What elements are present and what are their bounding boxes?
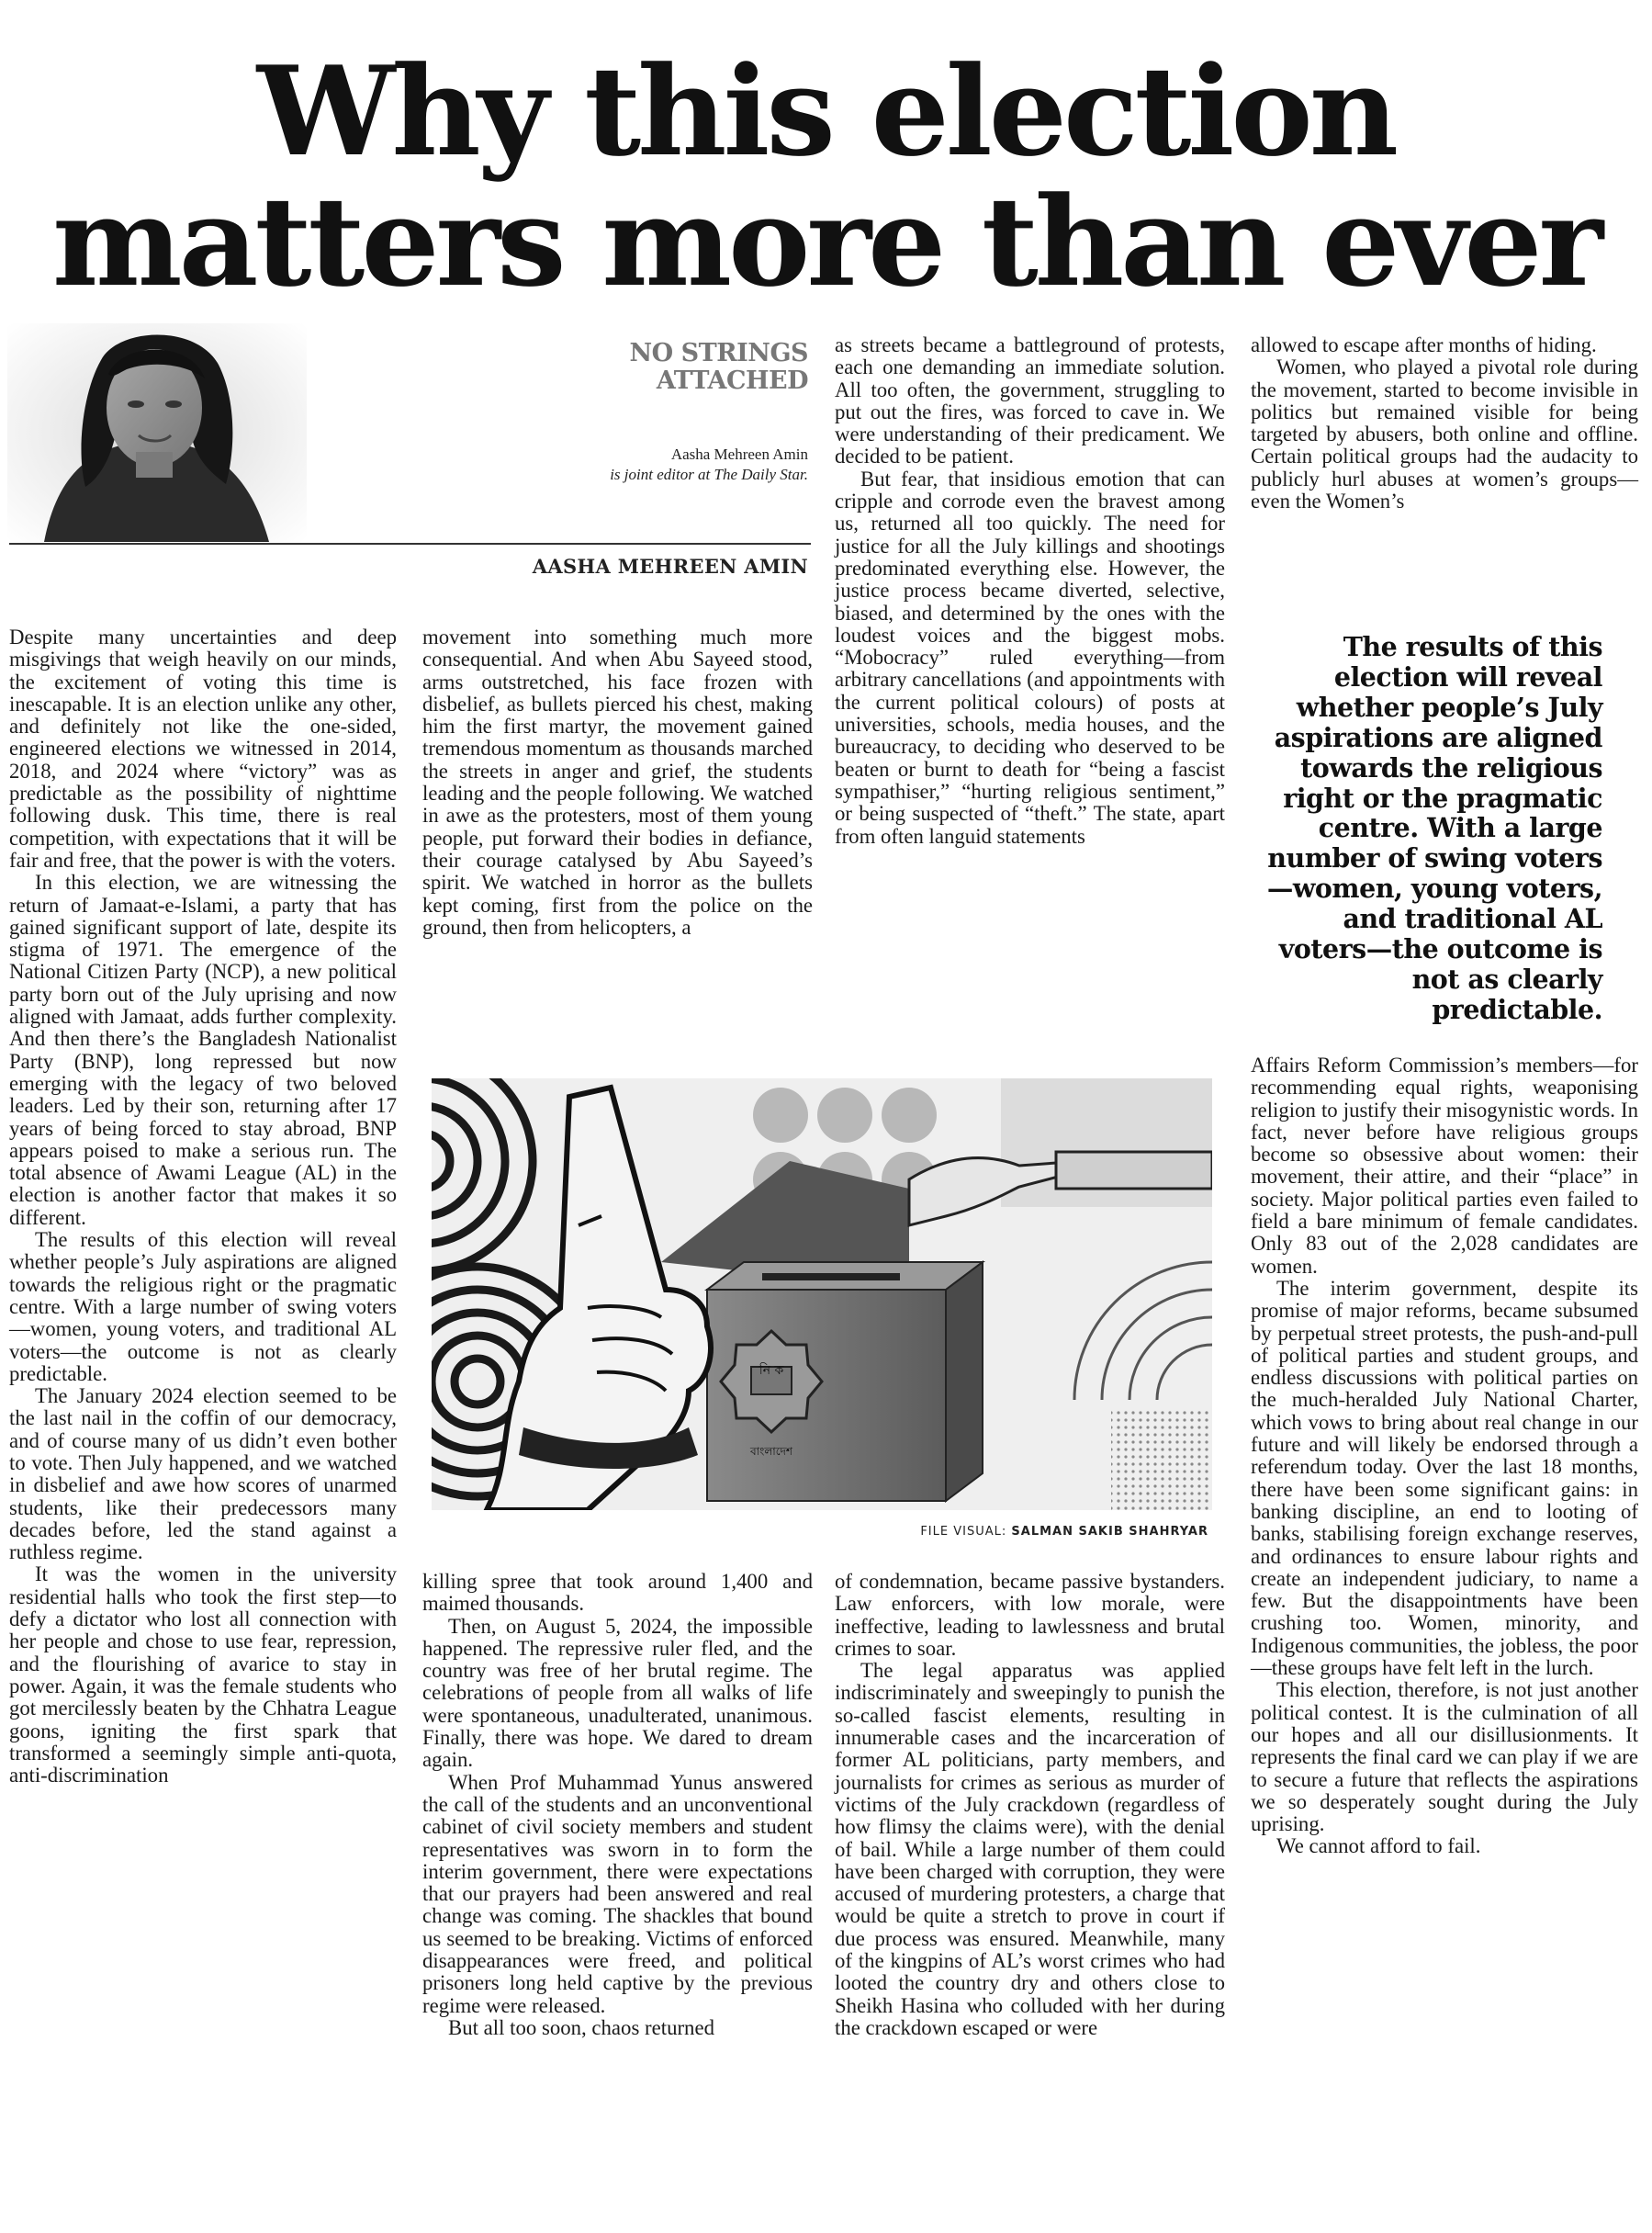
author-bio-role: is joint editor at The Daily Star. [610, 466, 808, 483]
byline: AASHA MEHREEN AMIN [532, 555, 808, 578]
paragraph: as streets became a battleground of protests, each one demanding an immediate solution. All too often, the government, struggling to put out the fires, was forced to cave in. We were understanding of their predicament. We decided to be patient. [835, 333, 1225, 468]
column-4-bottom [1251, 1054, 1638, 1858]
headline [0, 39, 1652, 314]
paragraph: The January 2024 election seemed to be the last nail in the coffin of our democracy, and of course many of us didn’t even bother to vote. Then July happened, and we watched in disbelief and awe how scores of unarmed students, like their predecessors many decades before, led the stand against a ruthless regime. [9, 1384, 397, 1564]
headline-line-2: matters more than ever [51, 169, 1601, 314]
column-label-line-1: NO STRINGS [629, 339, 808, 367]
paragraph: The legal apparatus was applied indiscriminately and sweepingly to punish the so-called fascist elements, resulting in innumerable cases and the incarceration of former AL politicians, party members, and journalists for crimes as serious as murder of victims of the July crackdown (regardless of how flimsy the claims were), with the denial of bail. While a large number of them could have been charged with corruption, they were accused of murdering protesters, a charge that would be quite a stretch to prove in court if due process was ensured. Meanwhile, many of the kingpins of AL’s worst crimes who had looted the country dry and others close to Sheikh Hasina who colluded with her during the crackdown escaped or were [835, 1659, 1225, 2039]
paragraph: The results of this election will reveal whether people’s July aspirations are aligned towards the religious right or the pragmatic centre. With a large number of swing voters—women, young voters, and traditional AL voters—the outcome is not as clearly predictable. [9, 1228, 397, 1385]
paragraph: of condemnation, became passive bystanders. Law enforcers, with low morale, were ineffective, leading to lawlessness and brutal crimes to soar. [835, 1570, 1225, 1660]
paragraph: But all too soon, chaos returned [448, 2015, 714, 2039]
image-credit-label: FILE VISUAL: [920, 1525, 1007, 1539]
paragraph: It was the women in the university residential halls who took the first step—to defy a dictator who lost all connection with her people and chose to use fear, repression, and the flourishing of avarice to stay in power. Again, it was the female students who got mercilessly beaten by the Chhatra League goons, igniting the first spark that transformed a seemingly simple anti-quota, anti-discrimination [9, 1562, 397, 1788]
author-photo [7, 323, 307, 542]
paragraph: Then, on August 5, 2024, the impossible happened. The repressive ruler fled, and the country was free of her brutal regime. The celebrations of people from all walks of life were spontaneous, unadulterated, unanimous. Finally, there was hope. We dared to dream again. [422, 1614, 813, 1772]
author-bio [610, 445, 808, 485]
emblem-text-1: নি ক [759, 1363, 784, 1378]
headline-line-1: Why this election [256, 39, 1396, 184]
paragraph: Affairs Reform Commission’s members—for recommending equal rights, weaponising religion to justify their misogynistic words. In fact, never before have religious groups become so obsessive about women: their movement, their attire, and their “place” in society. Major political parties even failed to field a bare minimum of female candidates. Only 83 out of the 2,028 candidates are women. [1251, 1054, 1638, 1278]
image-credit-name: SALMAN SAKIB SHAHRYAR [1011, 1525, 1208, 1539]
emblem-text-2: বাংলাদেশ [750, 1445, 792, 1458]
paragraph: allowed to escape after months of hiding. [1251, 333, 1597, 356]
column-2-top [422, 626, 813, 939]
image-credit [852, 1525, 1208, 1539]
paragraph: But fear, that insidious emotion that can cripple and corrode even the bravest among us, returned all too quickly. The need for justice for all the July killings and shootings predominated everything else. However, the justice process became diverted, selective, biased, and determined by the ones with the loudest voices and the biggest mobs. “Mobocracy” ruled everything—from arbitrary cancellations (and appointments with the current political colours) of posts at universities, schools, media houses, and the bureaucracy, to deciding who deserved to be beaten or burnt to death for “being a fascist sympathiser,” “hurting religious sentiment,” or being suspected of “theft.” The state, apart from often languid statements [835, 467, 1225, 848]
column-label-line-2: ATTACHED [656, 367, 808, 395]
pull-quote: The results of this election will reveal whether people’s July aspirations are aligned towards the religious right or the pragmatic centre. With a large number of swing voters—women, young voters, and traditional AL voters—the outcome is not as clearly predictable. [1266, 631, 1602, 1025]
paragraph: movement into something much more consequential. And when Abu Sayeed stood, arms outstretched, his face frozen with disbelief, as bullets pierced his chest, making him the first martyr, the movement gained tremendous momentum as thousands marched the streets in anger and grief, the students leading and the people following. We watched in awe as the protesters, most of them young people, put forward their bodies in defiance, their courage catalysed by Abu Sayeed’s spirit. We watched in horror as the bullets kept coming, first from the police on the ground, then from helicopters, a [422, 626, 813, 939]
byline-rule [9, 543, 811, 545]
column-1 [9, 626, 397, 1787]
column-2-bottom [422, 1571, 813, 2039]
column-label [630, 340, 809, 395]
paragraph: Despite many uncertainties and deep misgivings that weigh heavily on our minds, the excitement of voting this time is inescapable. It is an election unlike any other, and definitely not like the one-sided, engineered elections we witnessed in 2014, 2018, and 2024 where “victory” was as predictable as the possibility of nighttime following dusk. This time, there is real competition, with expectations that it will be fair and free, that the power is with the voters. [9, 626, 397, 872]
paragraph: When Prof Muhammad Yunus answered the call of the students and an unconventional cabinet of civil society members and student representatives was sworn in to form the interim government, there were expectations that our prayers had been answered and real change was coming. The shackles that bound us seemed to be breaking. Victims of enforced disappearances were freed, and political prisoners long held captive by the previous regime were released. [422, 1770, 813, 2017]
paragraph: killing spree that took around 1,400 and maimed thousands. [422, 1570, 813, 1616]
column-4-top [1251, 334, 1638, 513]
paragraph: The interim government, despite its promise of major reforms, became subsumed by perpetual street protests, the push-and-pull of political parties and student groups, and endless discussions with political parties on the much-heralded July National Charter, which vows to bring about real change in our future and will likely be endorsed through a referendum today. Over the last 18 months, there have been some significant gains: in banking discipline, an end to looting of banks, stabilising foreign exchange reserves, and ordinances to ensure labour rights and create an independent judiciary, to name a few. But the disappointments have been crushing too. Women, minority, and Indigenous communities, the jobless, the poor—these groups have felt left in the lurch. [1251, 1276, 1638, 1680]
paragraph: In this election, we are witnessing the return of Jamaat-e-Islami, a party that has gained significant support of late, despite its stigma of 1971. The emergence of the National Citizen Party (NCP), a new political party born out of the July uprising and now aligned with Jamaat, adds further complexity. And then there’s the Bangladesh Nationalist Party (BNP), long repressed but now emerging with the legacy of two beloved leaders. Led by their son, returning after 17 years of being forced to stay abroad, BNP appears poised to make a serious run. The total absence of Awami League (AL) in the election is another factor that makes it so different. [9, 871, 397, 1229]
election-illustration [432, 1078, 1212, 1510]
paragraph: We cannot afford to fail. [1276, 1834, 1481, 1858]
paragraph: Women, who played a pivotal role during the movement, started to become invisible in politics but remained visible for being targeted by abusers, both online and offline. Certain political groups had the audacity to publicly hurl abuses at women’s groups—even the Women’s [1251, 355, 1638, 513]
column-3-bottom [835, 1571, 1225, 2039]
column-3-top [835, 334, 1225, 848]
author-bio-name: Aasha Mehreen Amin [670, 445, 808, 463]
paragraph: This election, therefore, is not just another political contest. It is the culmination of all our hopes and all our disillusionments. It represents the final card we can play if we are to secure a future that reflects the aspirations we so desperately sought during the July uprising. [1251, 1678, 1638, 1836]
